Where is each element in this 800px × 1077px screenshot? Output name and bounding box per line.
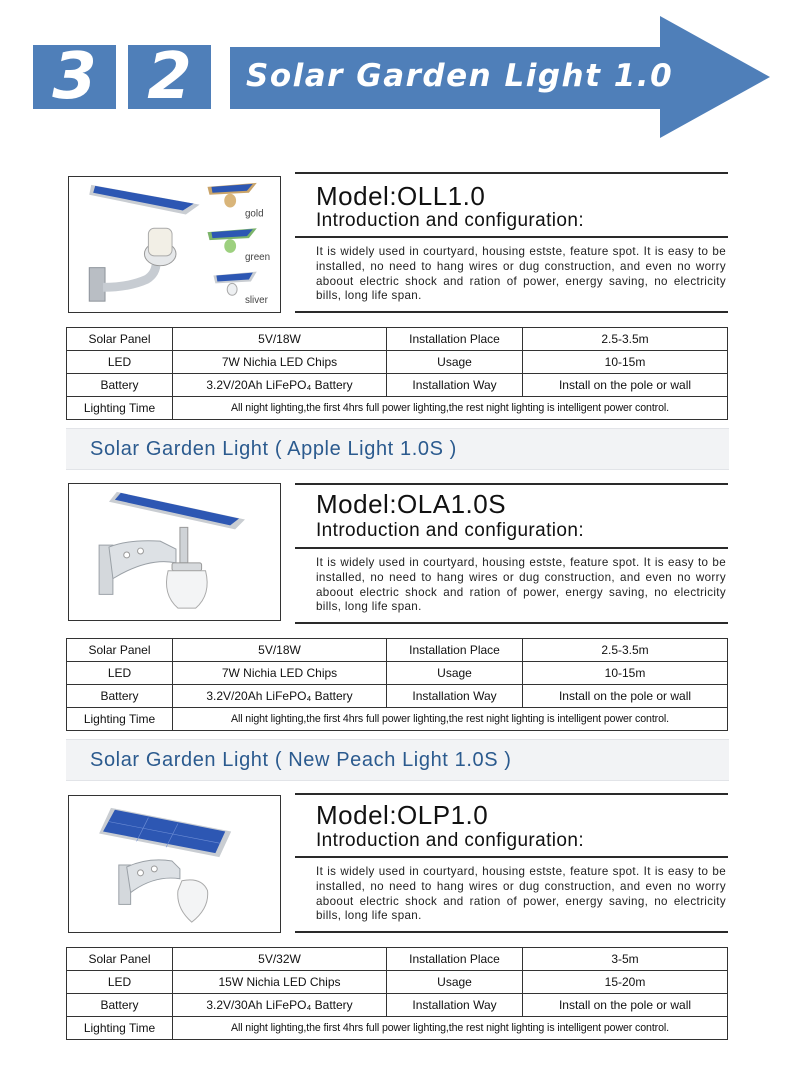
spec-label: Usage xyxy=(387,351,523,374)
bottom-rule xyxy=(295,931,728,933)
page-title: Solar Garden Light 1.0 xyxy=(246,58,674,94)
intro-rule xyxy=(295,547,728,549)
spec-label: Lighting Time xyxy=(67,397,173,420)
model-name: Model:OLL1.0 xyxy=(316,181,486,211)
table-row xyxy=(67,971,728,994)
spec-value: 3.2V/20Ah LiFePO₄ Battery xyxy=(173,374,387,397)
table-row xyxy=(67,351,728,374)
banner-title: Solar Garden Light ( New Peach Light 1.0S ) xyxy=(90,749,512,771)
table-row xyxy=(67,1017,728,1040)
spec-label: Battery xyxy=(67,685,173,708)
banner-title: Solar Garden Light ( Apple Light 1.0S ) xyxy=(90,438,457,460)
intro-heading: Introduction and configuration: xyxy=(316,830,585,851)
spec-label: LED xyxy=(67,662,173,685)
spec-table xyxy=(66,947,728,1040)
page-number-digit-2: 2 xyxy=(128,45,211,109)
table-row xyxy=(67,708,728,731)
spec-label: Lighting Time xyxy=(67,1017,173,1040)
product-description: It is widely used in courtyard, housing estste, feature spot. It is easy to be installed, no need to hang wires or dug construction, and even no worry aboout electric shock and ration of power, energy saving, no electricity bills, long life span. xyxy=(316,245,726,303)
spec-label: Battery xyxy=(67,994,173,1017)
spec-label: LED xyxy=(67,351,173,374)
spec-value: 10-15m xyxy=(523,662,728,685)
table-row xyxy=(67,639,728,662)
spec-value: All night lighting,the first 4hrs full power lighting,the rest night lighting is intelligent power control. xyxy=(173,397,728,420)
model-rule xyxy=(295,172,728,174)
spec-value: 15W Nichia LED Chips xyxy=(173,971,387,994)
product-photo-ola1s xyxy=(68,483,281,621)
spec-label: LED xyxy=(67,971,173,994)
spec-value: 10-15m xyxy=(523,351,728,374)
table-row xyxy=(67,374,728,397)
spec-value: Install on the pole or wall xyxy=(523,685,728,708)
table-row xyxy=(67,948,728,971)
spec-label: Usage xyxy=(387,971,523,994)
spec-label: Installation Place xyxy=(387,639,523,662)
page-number-digit-1: 3 xyxy=(33,45,116,109)
model-rule xyxy=(295,793,728,795)
spec-label: Installation Place xyxy=(387,328,523,351)
spec-value: All night lighting,the first 4hrs full power lighting,the rest night lighting is intelligent power control. xyxy=(173,708,728,731)
spec-label: Installation Way xyxy=(387,685,523,708)
table-row xyxy=(67,685,728,708)
table-row xyxy=(67,994,728,1017)
model-rule xyxy=(295,483,728,485)
spec-label: Usage xyxy=(387,662,523,685)
spec-value: 5V/18W xyxy=(173,328,387,351)
spec-label: Solar Panel xyxy=(67,639,173,662)
spec-table xyxy=(66,638,728,731)
spec-value: 7W Nichia LED Chips xyxy=(173,662,387,685)
spec-value: 2.5-3.5m xyxy=(523,639,728,662)
product-photo-olp1 xyxy=(68,795,281,933)
spec-label: Solar Panel xyxy=(67,328,173,351)
spec-value: 3.2V/30Ah LiFePO₄ Battery xyxy=(173,994,387,1017)
bottom-rule xyxy=(295,622,728,624)
spec-value: 3-5m xyxy=(523,948,728,971)
apple-light-image xyxy=(69,484,280,620)
spec-label: Solar Panel xyxy=(67,948,173,971)
intro-rule xyxy=(295,856,728,858)
spec-value: All night lighting,the first 4hrs full power lighting,the rest night lighting is intelligent power control. xyxy=(173,1017,728,1040)
spec-table xyxy=(66,327,728,420)
section-banner-apple xyxy=(66,428,729,470)
table-row xyxy=(67,328,728,351)
table-row xyxy=(67,397,728,420)
intro-rule xyxy=(295,236,728,238)
spec-label: Installation Way xyxy=(387,994,523,1017)
intro-heading: Introduction and configuration: xyxy=(316,210,585,231)
spec-value: 2.5-3.5m xyxy=(523,328,728,351)
variant-label-sliver: sliver xyxy=(244,295,268,307)
bottom-rule xyxy=(295,311,728,313)
model-name: Model:OLP1.0 xyxy=(316,800,489,830)
spec-value: Install on the pole or wall xyxy=(523,374,728,397)
spec-label: Installation Way xyxy=(387,374,523,397)
product-photo-oll1 xyxy=(68,176,281,313)
spec-value: 15-20m xyxy=(523,971,728,994)
product-description: It is widely used in courtyard, housing estste, feature spot. It is easy to be installed, no need to hang wires or dug construction, and even no worry aboout electric shock and ration of power, energy saving, no electricity bills, long life span. xyxy=(316,556,726,614)
peach-light-image xyxy=(69,796,280,932)
garden-light-image xyxy=(69,177,280,312)
spec-label: Lighting Time xyxy=(67,708,173,731)
spec-value: 5V/18W xyxy=(173,639,387,662)
spec-value: Install on the pole or wall xyxy=(523,994,728,1017)
spec-label: Battery xyxy=(67,374,173,397)
variant-label-gold: gold xyxy=(244,208,264,220)
spec-value: 7W Nichia LED Chips xyxy=(173,351,387,374)
product-description: It is widely used in courtyard, housing estste, feature spot. It is easy to be installed, no need to hang wires or dug construction, and even no worry aboout electric shock and ration of power, energy saving, no electricity bills, long life span. xyxy=(316,865,726,923)
spec-value: 5V/32W xyxy=(173,948,387,971)
table-row xyxy=(67,662,728,685)
spec-label: Installation Place xyxy=(387,948,523,971)
model-name: Model:OLA1.0S xyxy=(316,489,507,519)
section-banner-peach xyxy=(66,739,729,781)
variant-label-green: green xyxy=(244,251,271,263)
intro-heading: Introduction and configuration: xyxy=(316,520,585,541)
spec-value: 3.2V/20Ah LiFePO₄ Battery xyxy=(173,685,387,708)
